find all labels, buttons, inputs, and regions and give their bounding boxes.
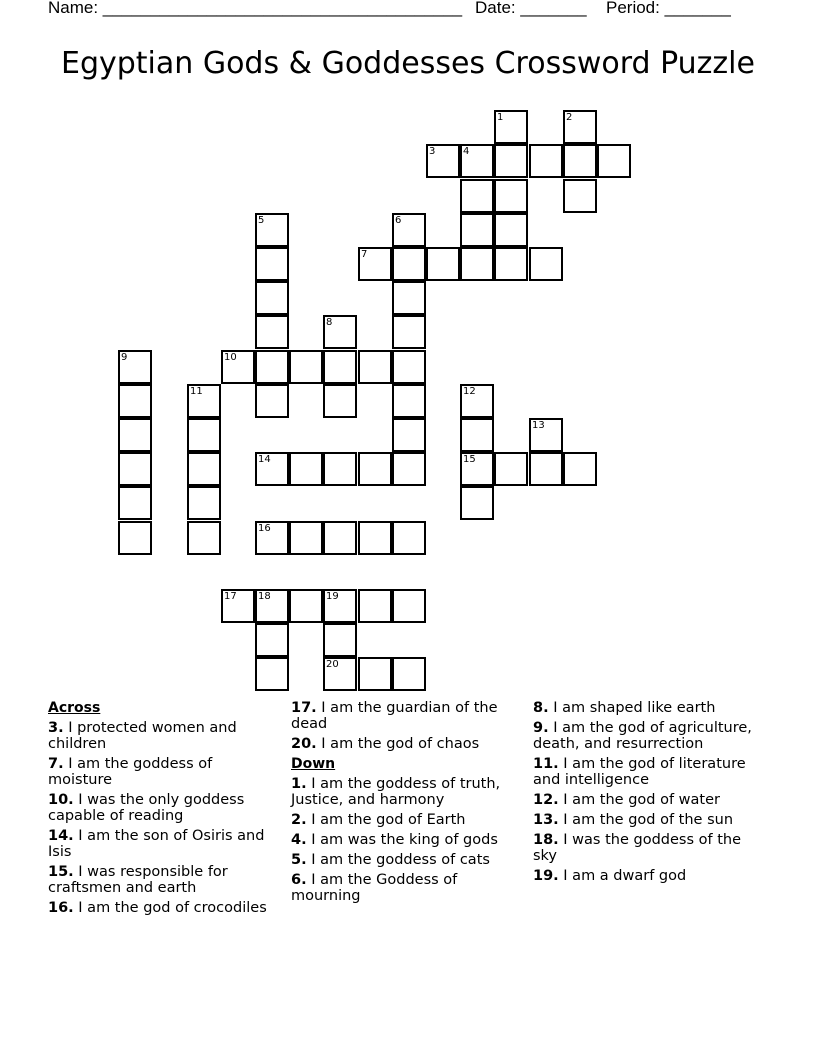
clue-item: [533, 812, 768, 828]
clue-column-1: [48, 700, 273, 920]
clue-item-text: I am the goddess of cats: [311, 852, 490, 868]
clue-item-text: I am the god of water: [563, 792, 720, 808]
clue-item-text: I am the god of agriculture, death, and resurrection: [533, 720, 752, 752]
clue-number: 14: [258, 454, 271, 465]
clue-item-text: I am the god of literature and intelligence: [533, 756, 746, 788]
date-field[interactable]: Date: _______: [475, 0, 587, 17]
clue-item-number: 11.: [533, 756, 559, 772]
clue-item: [48, 720, 273, 752]
across-clue-list: [48, 720, 273, 916]
clue-item-text: I am the god of Earth: [311, 812, 466, 828]
grid-cell[interactable]: [358, 589, 392, 623]
clue-item: [291, 776, 516, 808]
clue-item-number: 3.: [48, 720, 64, 736]
clue-item: [533, 868, 768, 884]
clue-item: [533, 792, 768, 808]
clue-item-text: I am a dwarf god: [563, 868, 687, 884]
grid-cell[interactable]: [494, 144, 528, 178]
clue-item-text: I am the goddess of moisture: [48, 756, 213, 788]
clue-number: 4: [463, 146, 470, 157]
grid-cell[interactable]: [118, 521, 152, 555]
grid-cell[interactable]: [187, 521, 221, 555]
clue-item-text: I am the Goddess of mourning: [291, 872, 458, 904]
across-heading: Across: [48, 700, 101, 716]
clue-number: 16: [258, 523, 271, 534]
clue-item-number: 6.: [291, 872, 307, 888]
clue-item-text: I am shaped like earth: [553, 700, 716, 716]
clue-number: 15: [463, 454, 476, 465]
clue-number: 9: [121, 352, 128, 363]
down-heading: Down: [291, 756, 336, 772]
grid-cell[interactable]: [529, 418, 563, 452]
grid-cell[interactable]: [460, 418, 494, 452]
grid-cell[interactable]: [323, 623, 357, 657]
clue-number: 6: [395, 215, 402, 226]
grid-cell[interactable]: [289, 452, 323, 486]
grid-cell[interactable]: [392, 589, 426, 623]
grid-cell[interactable]: [392, 384, 426, 418]
clue-item-text: I was the goddess of the sky: [533, 832, 741, 864]
clue-item: [291, 852, 516, 868]
grid-cell[interactable]: [392, 315, 426, 349]
clue-number: 3: [429, 146, 436, 157]
grid-cell[interactable]: [426, 247, 460, 281]
grid-cell[interactable]: [323, 452, 357, 486]
grid-cell[interactable]: [392, 418, 426, 452]
grid-cell[interactable]: [358, 350, 392, 384]
clue-number: 13: [532, 420, 545, 431]
clue-number: 2: [566, 112, 573, 123]
grid-cell[interactable]: [118, 452, 152, 486]
grid-cell[interactable]: [289, 350, 323, 384]
clue-item-number: 10.: [48, 792, 74, 808]
grid-cell[interactable]: [460, 486, 494, 520]
grid-cell[interactable]: [323, 589, 357, 623]
clue-item: [291, 812, 516, 828]
grid-cell[interactable]: [392, 521, 426, 555]
clue-item-number: 13.: [533, 812, 559, 828]
grid-cell[interactable]: [255, 350, 289, 384]
clue-number: 5: [258, 215, 265, 226]
grid-cell[interactable]: [460, 144, 494, 178]
clue-item: [291, 736, 516, 752]
grid-cell[interactable]: [255, 657, 289, 691]
grid-cell[interactable]: [563, 179, 597, 213]
grid-cell[interactable]: [358, 521, 392, 555]
clue-item-text: I am the god of the sun: [563, 812, 734, 828]
grid-cell[interactable]: [255, 589, 289, 623]
grid-cell[interactable]: [289, 521, 323, 555]
clue-item-number: 14.: [48, 828, 74, 844]
clue-item: [291, 700, 516, 732]
grid-cell[interactable]: [563, 452, 597, 486]
grid-cell[interactable]: [289, 589, 323, 623]
grid-cell[interactable]: [323, 315, 357, 349]
clue-item-number: 9.: [533, 720, 549, 736]
clue-column-2: [291, 700, 516, 908]
grid-cell[interactable]: [358, 452, 392, 486]
grid-cell[interactable]: [494, 179, 528, 213]
clue-number: 18: [258, 591, 271, 602]
clue-number: 1: [497, 112, 504, 123]
grid-cell[interactable]: [392, 657, 426, 691]
grid-cell[interactable]: [323, 350, 357, 384]
clue-number: 11: [190, 386, 203, 397]
clue-item-text: I am the guardian of the dead: [291, 700, 498, 732]
clue-item-number: 17.: [291, 700, 317, 716]
grid-cell[interactable]: [563, 144, 597, 178]
grid-cell[interactable]: [187, 418, 221, 452]
grid-cell[interactable]: [563, 110, 597, 144]
grid-cell[interactable]: [255, 452, 289, 486]
grid-cell[interactable]: [392, 213, 426, 247]
grid-cell[interactable]: [494, 110, 528, 144]
clue-column-3: [533, 700, 768, 888]
clue-item-number: 4.: [291, 832, 307, 848]
clue-number: 7: [361, 249, 368, 260]
grid-cell[interactable]: [221, 350, 255, 384]
grid-cell[interactable]: [426, 144, 460, 178]
clue-item-text: I was the only goddess capable of reading: [48, 792, 245, 824]
grid-cell[interactable]: [323, 657, 357, 691]
across-clue-list-continued: [291, 700, 516, 752]
clue-item-number: 1.: [291, 776, 307, 792]
clue-item-text: I protected women and children: [48, 720, 237, 752]
grid-cell[interactable]: [460, 452, 494, 486]
grid-cell[interactable]: [494, 452, 528, 486]
grid-cell[interactable]: [118, 350, 152, 384]
grid-cell[interactable]: [529, 247, 563, 281]
grid-cell[interactable]: [460, 179, 494, 213]
clue-item-number: 8.: [533, 700, 549, 716]
grid-cell[interactable]: [255, 384, 289, 418]
clue-item: [48, 792, 273, 824]
clue-number: 20: [326, 659, 339, 670]
clue-item: [533, 700, 768, 716]
grid-cell[interactable]: [494, 247, 528, 281]
clue-item: [48, 864, 273, 896]
clue-number: 19: [326, 591, 339, 602]
grid-cell[interactable]: [392, 247, 426, 281]
down-clue-list-continued: [533, 700, 768, 884]
clue-item-text: I was responsible for craftsmen and earth: [48, 864, 228, 896]
clue-item: [48, 756, 273, 788]
grid-cell[interactable]: [323, 521, 357, 555]
clue-item-text: I am was the king of gods: [311, 832, 498, 848]
grid-cell[interactable]: [118, 384, 152, 418]
grid-cell[interactable]: [221, 589, 255, 623]
grid-cell[interactable]: [187, 452, 221, 486]
grid-cell[interactable]: [392, 281, 426, 315]
clue-item-text: I am the son of Osiris and Isis: [48, 828, 265, 860]
grid-cell[interactable]: [255, 213, 289, 247]
clue-item: [533, 756, 768, 788]
period-field[interactable]: Period: _______: [606, 0, 731, 17]
clue-item: [291, 872, 516, 904]
grid-cell[interactable]: [392, 350, 426, 384]
grid-cell[interactable]: [118, 418, 152, 452]
grid-cell[interactable]: [460, 213, 494, 247]
grid-cell[interactable]: [187, 486, 221, 520]
grid-cell[interactable]: [392, 452, 426, 486]
grid-cell[interactable]: [255, 281, 289, 315]
clue-item: [48, 828, 273, 860]
clue-item-number: 5.: [291, 852, 307, 868]
clue-item: [48, 900, 273, 916]
clue-item-number: 18.: [533, 832, 559, 848]
grid-cell[interactable]: [358, 657, 392, 691]
clue-item: [291, 832, 516, 848]
grid-cell[interactable]: [187, 384, 221, 418]
down-clue-list: [291, 776, 516, 904]
page-title: Egyptian Gods & Goddesses Crossword Puzzle: [61, 46, 755, 81]
clue-item-number: 7.: [48, 756, 64, 772]
clue-item: [533, 832, 768, 864]
grid-cell[interactable]: [494, 213, 528, 247]
grid-cell[interactable]: [255, 623, 289, 657]
grid-cell[interactable]: [323, 384, 357, 418]
clue-number: 12: [463, 386, 476, 397]
clue-item-text: I am the god of crocodiles: [78, 900, 267, 916]
grid-cell[interactable]: [118, 486, 152, 520]
grid-cell[interactable]: [597, 144, 631, 178]
grid-cell[interactable]: [255, 315, 289, 349]
clue-item-number: 15.: [48, 864, 74, 880]
clue-item-text: I am the god of chaos: [321, 736, 480, 752]
clue-item-number: 2.: [291, 812, 307, 828]
clue-item-number: 19.: [533, 868, 559, 884]
clue-item-text: I am the goddess of truth, Justice, and harmony: [291, 776, 501, 808]
grid-cell[interactable]: [255, 247, 289, 281]
clue-item-number: 12.: [533, 792, 559, 808]
clue-number: 17: [224, 591, 237, 602]
grid-cell[interactable]: [529, 452, 563, 486]
clue-item-number: 16.: [48, 900, 74, 916]
grid-cell[interactable]: [255, 521, 289, 555]
grid-cell[interactable]: [358, 247, 392, 281]
clue-item-number: 20.: [291, 736, 317, 752]
name-field[interactable]: Name: ______________________________________: [48, 0, 463, 17]
grid-cell[interactable]: [460, 247, 494, 281]
clue-number: 10: [224, 352, 237, 363]
clue-item: [533, 720, 768, 752]
grid-cell[interactable]: [460, 384, 494, 418]
grid-cell[interactable]: [529, 144, 563, 178]
clue-number: 8: [326, 317, 333, 328]
